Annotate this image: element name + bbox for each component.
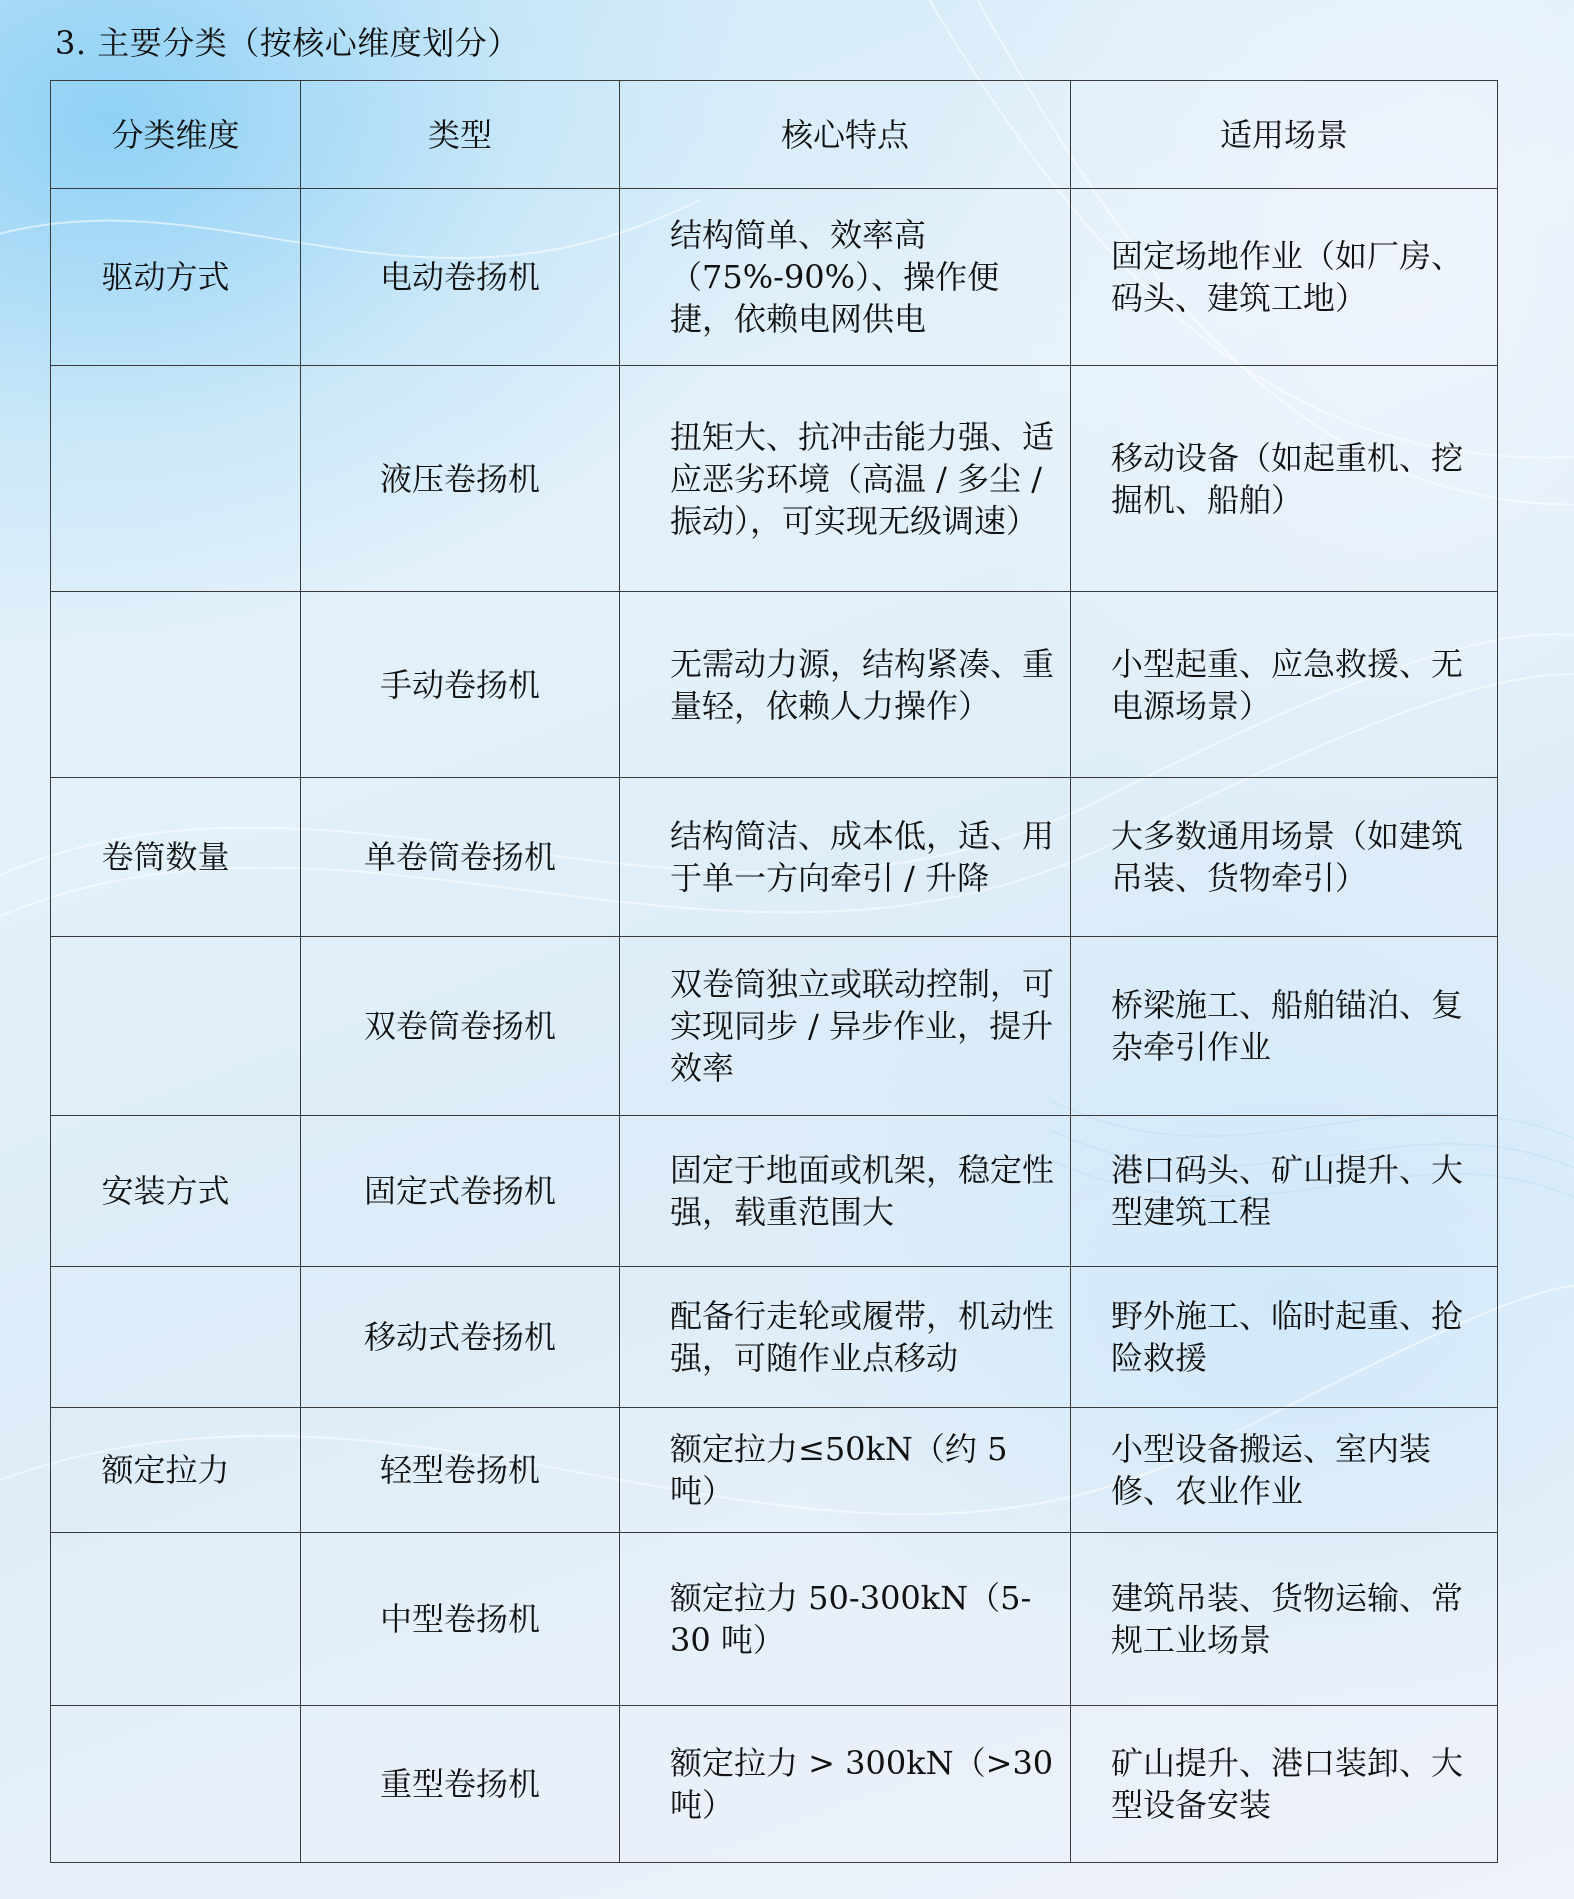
cell-features: 固定于地面或机架，稳定性强，载重范围大 [620,1116,1071,1267]
cell-type: 电动卷扬机 [301,189,620,366]
cell-type: 中型卷扬机 [301,1533,620,1706]
table-row [51,592,1498,778]
cell-type: 液压卷扬机 [301,366,620,592]
table-row [51,778,1498,937]
header-dimension: 分类维度 [51,81,301,189]
cell-type: 双卷筒卷扬机 [301,937,620,1116]
classification-table [50,80,1498,1863]
table-row [51,1533,1498,1706]
cell-features: 额定拉力 50-300kN（5-30 吨） [620,1533,1071,1706]
cell-type: 固定式卷扬机 [301,1116,620,1267]
cell-scenarios: 野外施工、临时起重、抢险救援 [1071,1267,1498,1408]
header-features: 核心特点 [620,81,1071,189]
cell-scenarios: 固定场地作业（如厂房、码头、建筑工地） [1071,189,1498,366]
cell-scenarios: 矿山提升、港口装卸、大型设备安装 [1071,1706,1498,1863]
cell-dimension: 驱动方式 [51,189,301,366]
table-row [51,937,1498,1116]
table-row [51,1706,1498,1863]
section-heading: 3. 主要分类（按核心维度划分） [55,24,520,62]
table-row [51,189,1498,366]
cell-type: 移动式卷扬机 [301,1267,620,1408]
cell-dimension: 安装方式 [51,1116,301,1267]
cell-type: 轻型卷扬机 [301,1408,620,1533]
cell-scenarios: 桥梁施工、船舶锚泊、复杂牵引作业 [1071,937,1498,1116]
table-row [51,366,1498,592]
cell-dimension: 卷筒数量 [51,778,301,937]
cell-dimension [51,366,301,592]
table-row [51,1116,1498,1267]
cell-type: 重型卷扬机 [301,1706,620,1863]
cell-scenarios: 移动设备（如起重机、挖掘机、船舶） [1071,366,1498,592]
cell-features: 无需动力源，结构紧凑、重量轻，依赖人力操作） [620,592,1071,778]
table-row [51,1267,1498,1408]
cell-type: 单卷筒卷扬机 [301,778,620,937]
cell-scenarios: 大多数通用场景（如建筑吊装、货物牵引） [1071,778,1498,937]
cell-scenarios: 建筑吊装、货物运输、常规工业场景 [1071,1533,1498,1706]
header-type: 类型 [301,81,620,189]
cell-features: 额定拉力 > 300kN（>30 吨） [620,1706,1071,1863]
cell-dimension [51,1706,301,1863]
table-row [51,1408,1498,1533]
cell-features: 双卷筒独立或联动控制，可实现同步 / 异步作业，提升效率 [620,937,1071,1116]
cell-features: 结构简洁、成本低，适、用于单一方向牵引 / 升降 [620,778,1071,937]
cell-scenarios: 港口码头、矿山提升、大型建筑工程 [1071,1116,1498,1267]
cell-dimension [51,937,301,1116]
cell-features: 结构简单、效率高（75%-90%）、操作便捷，依赖电网供电 [620,189,1071,366]
cell-type: 手动卷扬机 [301,592,620,778]
cell-features: 额定拉力≤50kN（约 5 吨） [620,1408,1071,1533]
cell-dimension [51,1267,301,1408]
cell-features: 配备行走轮或履带，机动性强，可随作业点移动 [620,1267,1071,1408]
cell-dimension [51,592,301,778]
cell-dimension: 额定拉力 [51,1408,301,1533]
header-scenarios: 适用场景 [1071,81,1498,189]
cell-dimension [51,1533,301,1706]
table-header-row [51,81,1498,189]
cell-features: 扭矩大、抗冲击能力强、适应恶劣环境（高温 / 多尘 / 振动），可实现无级调速） [620,366,1071,592]
cell-scenarios: 小型设备搬运、室内装修、农业作业 [1071,1408,1498,1533]
cell-scenarios: 小型起重、应急救援、无电源场景） [1071,592,1498,778]
